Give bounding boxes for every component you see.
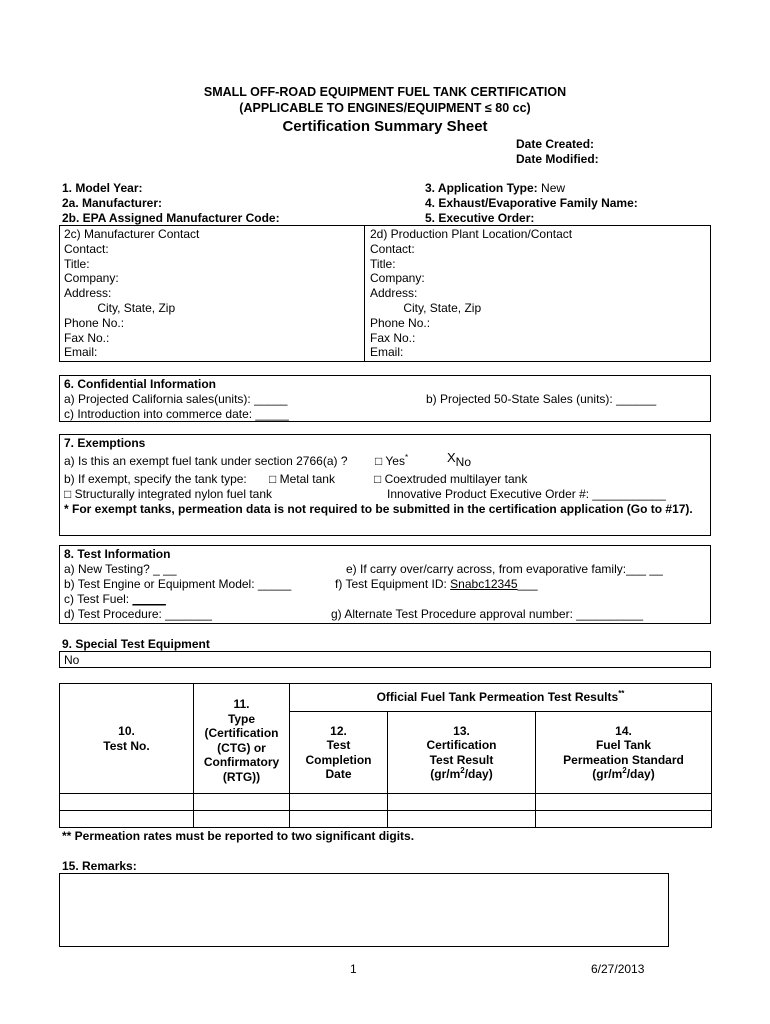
official-results-footnote-mark: **	[618, 689, 625, 699]
table-cell[interactable]	[536, 811, 712, 828]
date-created-label: Date Created:	[516, 137, 595, 151]
epa-code-label: 2b. EPA Assigned Manufacturer Code:	[62, 211, 280, 225]
table-row	[60, 794, 712, 811]
manufacturer-contact-heading: 2c) Manufacturer Contact	[64, 227, 200, 241]
special-equipment-value: No	[64, 653, 80, 667]
permeation-results-table	[59, 683, 712, 828]
test-equipment-id-tail: ___	[517, 577, 538, 591]
table-cell[interactable]	[388, 811, 536, 828]
official-results-heading-text: Official Fuel Tank Permeation Test Results	[376, 690, 619, 705]
exemptions-section	[59, 434, 711, 536]
table-row	[60, 811, 712, 828]
test-equipment-id-label: f) Test Equipment ID:	[335, 577, 451, 591]
innovative-product-eo: Innovative Product Executive Order #: ___________	[387, 487, 666, 501]
permeation-note: ** Permeation rates must be reported to two significant digits.	[62, 829, 415, 843]
col-test-no-header: 10. Test No.	[60, 684, 194, 794]
exempt-no-checkbox[interactable]	[447, 450, 472, 469]
metal-tank-checkbox[interactable]: □ Metal tank	[269, 472, 335, 486]
carry-over-family: e) If carry over/carry across, from evaporative family:___ __	[346, 562, 663, 576]
table-cell[interactable]	[60, 794, 194, 811]
manufacturer-contact-title: Title:	[64, 256, 90, 271]
alternate-procedure-number: g) Alternate Test Procedure approval number: __________	[331, 607, 643, 621]
commerce-date: c) Introduction into commerce date: _____	[64, 407, 289, 421]
exempt-yes-checkbox[interactable]	[375, 454, 408, 468]
plant-contact-email: Email:	[370, 345, 404, 360]
exhaust-family-label: 4. Exhaust/Evaporative Family Name:	[425, 196, 638, 210]
model-year-label: 1. Model Year:	[62, 181, 143, 195]
doc-subtitle: (APPLICABLE TO ENGINES/EQUIPMENT ≤ 80 cc)	[239, 101, 531, 115]
col-completion-date-header: 12. Test Completion Date	[290, 712, 388, 794]
manufacturer-contact-fax: Fax No.:	[64, 330, 110, 345]
page-number: 1	[350, 962, 357, 976]
plant-contact-heading: 2d) Production Plant Location/Contact	[370, 227, 573, 241]
col-cert-result-label: 13. Certification Test Result	[426, 723, 497, 767]
test-equipment-id	[335, 577, 538, 591]
executive-order-label: 5. Executive Order:	[425, 211, 535, 225]
manufacturer-contact-city: City, State, Zip	[64, 300, 176, 315]
new-testing: a) New Testing? _ __	[64, 562, 177, 576]
manufacturer-contact-address: Address:	[64, 286, 112, 301]
plant-contact-city: City, State, Zip	[370, 300, 482, 315]
special-equipment-box	[59, 651, 711, 668]
table-cell[interactable]	[194, 811, 290, 828]
manufacturer-contact-name: Contact:	[64, 241, 109, 256]
coextruded-tank-checkbox[interactable]: □ Coextruded multilayer tank	[374, 472, 528, 486]
application-type-label: 3. Application Type:	[425, 181, 538, 195]
remarks-heading: 15. Remarks:	[62, 859, 137, 873]
table-cell[interactable]	[290, 811, 388, 828]
special-equipment-heading: 9. Special Test Equipment	[62, 637, 210, 651]
test-fuel-label: c) Test Fuel:	[64, 592, 133, 606]
col-standard-header	[536, 712, 712, 794]
col-cert-result-header	[388, 712, 536, 794]
date-modified-label: Date Modified:	[516, 152, 599, 166]
exempt-no-checkmark: X	[447, 450, 456, 465]
test-engine-model: b) Test Engine or Equipment Model: _____	[64, 577, 292, 591]
exempt-no-label: No	[455, 455, 472, 469]
confidential-section	[59, 375, 711, 422]
col-standard-unit-tail: /day)	[626, 767, 655, 781]
contacts-table	[59, 225, 711, 362]
exempt-yes-footnote-mark: *	[404, 453, 409, 462]
application-type-value: New	[537, 181, 566, 195]
col-cert-result-unit: (gr/m	[430, 767, 461, 781]
table-cell[interactable]	[194, 794, 290, 811]
test-fuel	[64, 592, 166, 606]
plant-contact-name: Contact:	[370, 241, 415, 256]
test-info-section	[59, 545, 711, 624]
col-cert-result-unit-tail: /day)	[464, 767, 493, 781]
doc-title: SMALL OFF-ROAD EQUIPMENT FUEL TANK CERTIFICATION	[203, 85, 567, 99]
test-procedure: d) Test Procedure: _______	[64, 607, 212, 621]
col-standard-unit-exp: 2	[622, 766, 627, 775]
table-cell[interactable]	[290, 794, 388, 811]
official-results-heading	[290, 684, 712, 712]
test-info-heading: 8. Test Information	[64, 547, 171, 561]
revision-date: 6/27/2013	[591, 962, 645, 976]
col-standard-unit: (gr/m	[592, 767, 623, 781]
table-cell[interactable]	[388, 794, 536, 811]
col-type-header: 11. Type (Certification (CTG) or Confirmatory (RTG))	[194, 684, 290, 794]
plant-contact-block	[370, 227, 572, 360]
plant-contact-company: Company:	[370, 271, 425, 286]
exempt-question: a) Is this an exempt fuel tank under section 2766(a) ?	[64, 454, 348, 468]
col-standard-label: 14. Fuel Tank Permeation Standard	[563, 723, 684, 767]
plant-contact-address: Address:	[370, 286, 418, 301]
manufacturer-label: 2a. Manufacturer:	[62, 196, 163, 210]
application-type	[425, 181, 565, 195]
test-fuel-value: _____	[132, 592, 166, 606]
page-title: Certification Summary Sheet	[282, 118, 488, 135]
table-cell[interactable]	[60, 811, 194, 828]
col-cert-result-unit-exp: 2	[460, 766, 465, 775]
exemptions-heading: 7. Exemptions	[64, 436, 146, 450]
plant-contact-fax: Fax No.:	[370, 330, 416, 345]
tank-type-label: b) If exempt, specify the tank type:	[64, 472, 247, 486]
confidential-heading: 6. Confidential Information	[64, 377, 216, 391]
manufacturer-contact-email: Email:	[64, 345, 98, 360]
plant-contact-phone: Phone No.:	[370, 315, 431, 330]
projected-ca-sales: a) Projected California sales(units): _____	[64, 392, 288, 406]
remarks-box[interactable]	[59, 873, 669, 947]
exemptions-note: * For exempt tanks, permeation data is not required to be submitted in the certification application (Go to #17).	[64, 502, 693, 516]
manufacturer-contact-block	[64, 227, 199, 360]
nylon-tank-checkbox[interactable]: □ Structurally integrated nylon fuel tank	[64, 487, 273, 501]
manufacturer-contact-phone: Phone No.:	[64, 315, 125, 330]
exempt-yes-label: □ Yes	[375, 454, 405, 468]
contacts-divider	[364, 226, 365, 361]
manufacturer-contact-company: Company:	[64, 271, 119, 286]
plant-contact-title: Title:	[370, 256, 396, 271]
projected-50-state-sales: b) Projected 50-State Sales (units): ______	[426, 392, 657, 406]
test-equipment-id-value: Snabc12345	[450, 577, 518, 591]
table-cell[interactable]	[536, 794, 712, 811]
